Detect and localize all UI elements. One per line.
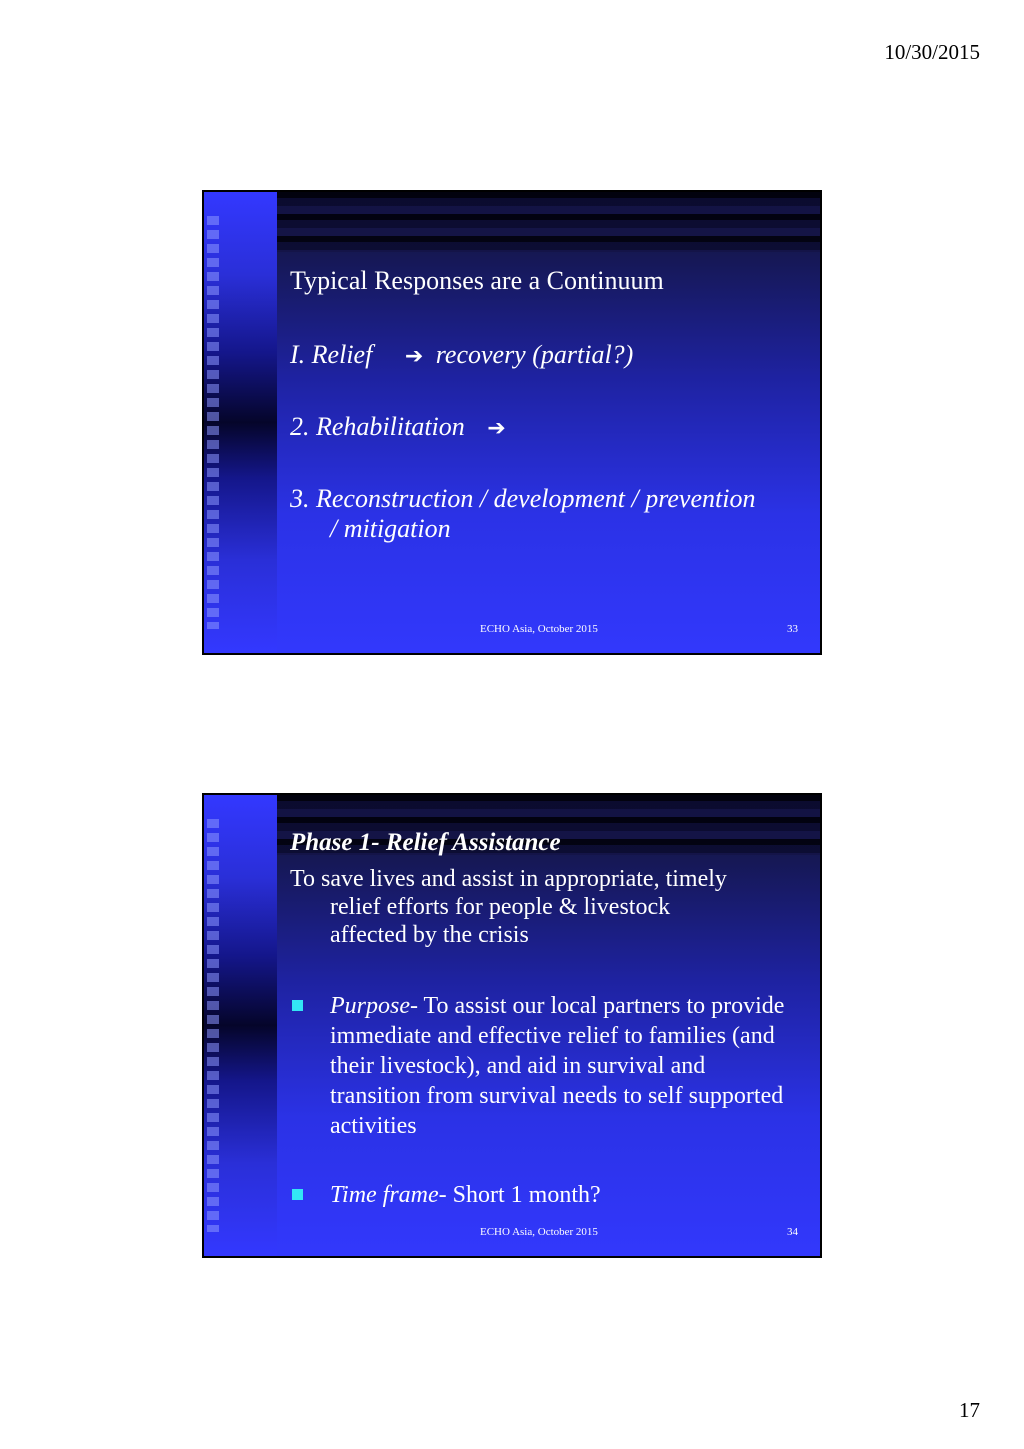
sidebar-squares-decoration bbox=[207, 819, 219, 1232]
square-bullet-icon bbox=[292, 1000, 303, 1011]
slide-top-stripes-decoration bbox=[277, 192, 820, 252]
item-text: Relief bbox=[311, 340, 373, 369]
bullet-item-time-frame bbox=[290, 1180, 790, 1210]
item-text: Rehabilitation bbox=[316, 412, 465, 441]
item-number: I. bbox=[290, 340, 306, 369]
slide-title: Phase 1- Relief Assistance bbox=[290, 829, 561, 856]
page-date: 10/30/2015 bbox=[884, 40, 980, 64]
slide-footer: ECHO Asia, October 2015 bbox=[480, 1226, 598, 1238]
square-bullet-icon bbox=[292, 1189, 303, 1200]
bullet-text bbox=[290, 1180, 790, 1210]
intro-line: affected by the crisis bbox=[330, 922, 529, 948]
slide-34 bbox=[202, 793, 822, 1258]
item-continuation: / mitigation bbox=[330, 514, 451, 543]
slide-sidebar-decoration bbox=[204, 795, 277, 1256]
slide-footer: ECHO Asia, October 2015 bbox=[480, 623, 598, 635]
right-arrow-icon: ➔ bbox=[487, 416, 506, 441]
bullet-body: - To assist our local partners to provide immediate and effective relief to families (and their livestock), and aid in survival and transition from survival needs to self supported activities bbox=[330, 993, 785, 1139]
slide-title: Typical Responses are a Continuum bbox=[290, 266, 664, 295]
list-item bbox=[290, 412, 512, 444]
bullet-label: Time frame bbox=[330, 1182, 439, 1208]
right-arrow-icon: ➔ bbox=[404, 344, 424, 369]
list-item bbox=[290, 484, 810, 544]
item-number: 3. bbox=[290, 484, 310, 513]
item-after-arrow: recovery (partial?) bbox=[435, 340, 634, 369]
sidebar-squares-decoration bbox=[207, 216, 219, 629]
intro-line: To save lives and assist in appropriate, timely bbox=[290, 866, 727, 892]
item-number: 2. bbox=[290, 412, 310, 441]
slide-intro bbox=[290, 865, 790, 949]
item-text: Reconstruction / development / prevention bbox=[316, 484, 756, 513]
bullet-text bbox=[290, 991, 790, 1141]
slide-number: 34 bbox=[787, 1226, 798, 1238]
bullet-item-purpose bbox=[290, 991, 790, 1141]
slide-33 bbox=[202, 190, 822, 655]
list-item bbox=[290, 340, 633, 372]
slide-number: 33 bbox=[787, 623, 798, 635]
bullet-body: - Short 1 month? bbox=[438, 1182, 601, 1208]
slide-sidebar-decoration bbox=[204, 192, 277, 653]
page-number: 17 bbox=[959, 1398, 980, 1422]
intro-line: relief efforts for people & livestock bbox=[330, 894, 671, 920]
bullet-label: Purpose bbox=[330, 993, 410, 1019]
